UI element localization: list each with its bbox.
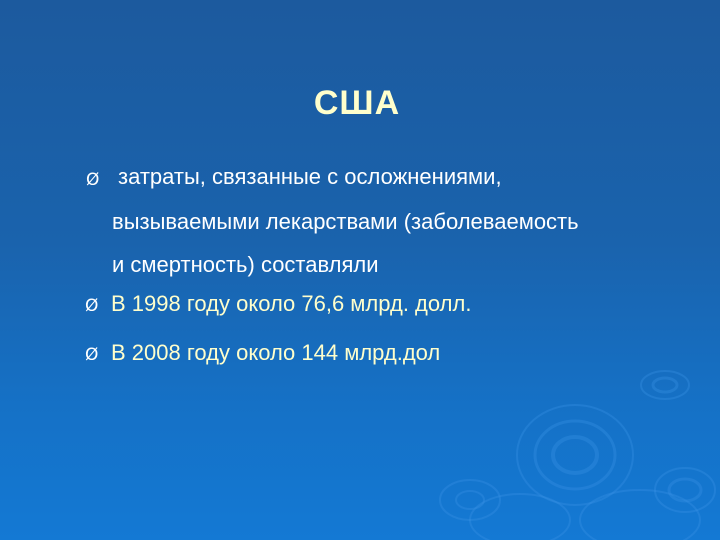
bullet-2008-text: В 2008 году около 144 млрд.дол — [111, 340, 441, 365]
arrow-bullet-icon: Ø — [85, 345, 99, 365]
arrow-bullet-icon: Ø — [85, 296, 99, 316]
slide-title-text: США — [313, 84, 401, 122]
bullet-1998-text: В 1998 году около 76,6 млрд. долл. — [111, 291, 472, 316]
slide-title — [0, 84, 720, 123]
bullet-line-3: и смертность) составляли — [112, 252, 379, 277]
bullet-line-2: вызываемыми лекарствами (заболеваемость — [112, 209, 579, 234]
arrow-bullet-icon: Ø — [86, 170, 100, 190]
bullet-line-1: затраты, связанные с осложнениями, — [118, 164, 502, 189]
